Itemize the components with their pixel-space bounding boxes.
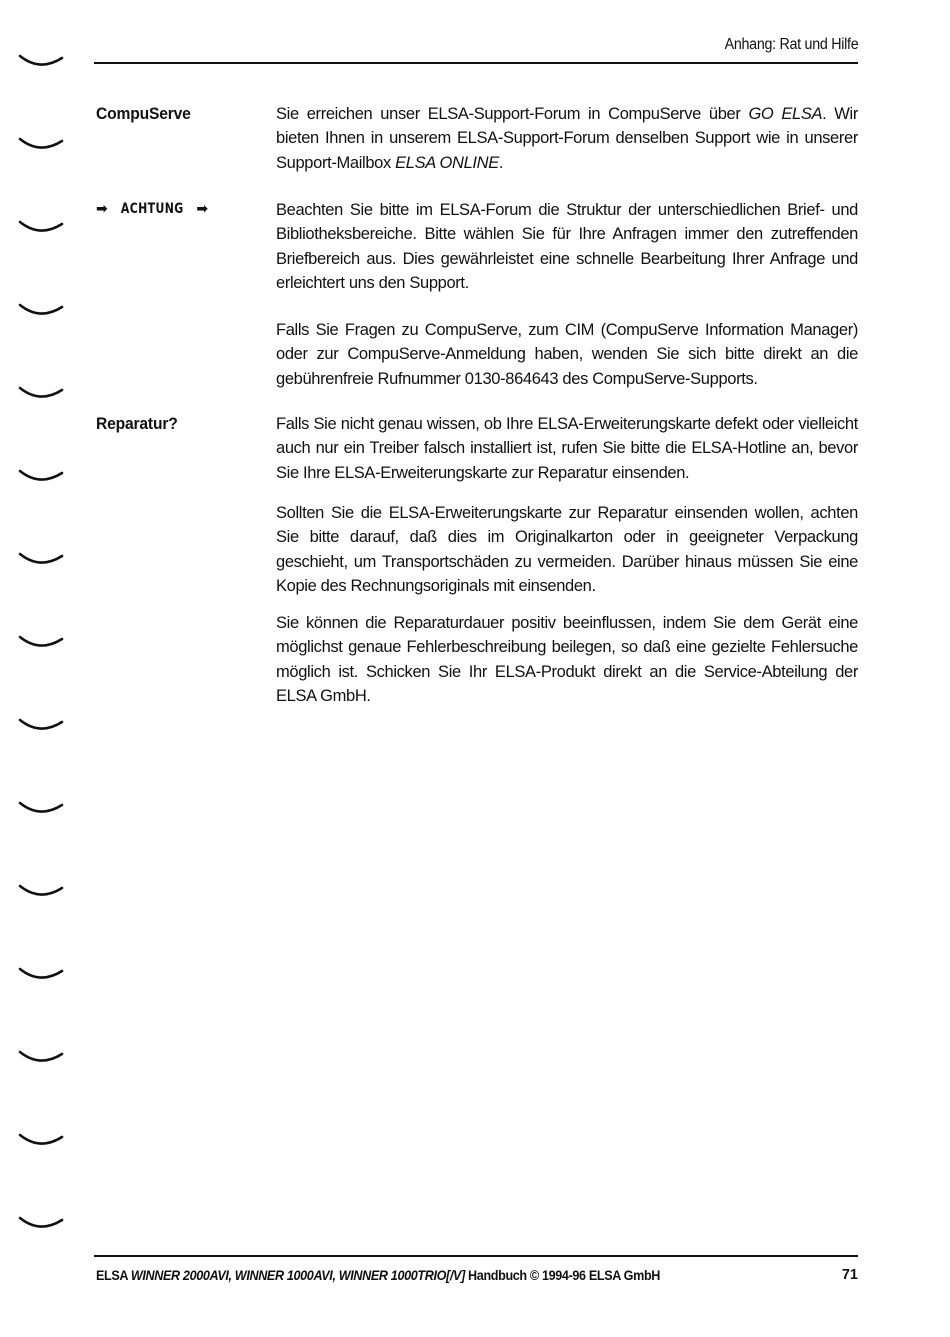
binder-punch-hole-icon — [18, 301, 64, 321]
arrow-right-icon: ➡ — [96, 200, 108, 216]
footer-text: ELSA WINNER 2000AVI, WINNER 1000AVI, WINNER 1000TRIO[/V] Handbuch © 1994-96 ELSA GmbH — [96, 1267, 661, 1283]
binder-punch-hole-icon — [18, 384, 64, 404]
binder-punch-hole-icon — [18, 633, 64, 653]
binder-punch-hole-icon — [18, 799, 64, 819]
binder-punch-hole-icon — [18, 882, 64, 902]
binder-margin — [18, 0, 68, 1337]
binder-punch-hole-icon — [18, 1214, 64, 1234]
side-label-compuserve: CompuServe — [96, 104, 191, 123]
paragraph-warning-forum: Beachten Sie bitte im ELSA-Forum die Struktur der unterschiedlichen Brief- und Bibliotheksbereiche. Bitte wählen Sie für Ihre Anfragen immer den zutreffenden Briefbereich aus. Dies gewährleistet eine schnelle Bearbeitung Ihrer Anfrage und erleichtert uns den Support. — [276, 201, 858, 293]
side-label-repair: Reparatur? — [96, 414, 178, 433]
paragraph-compuserve: Sie erreichen unser ELSA-Support-Forum in CompuServe über GO ELSA. Wir bieten Ihnen in unserem ELSA-Support-Forum denselben Support wie in unserer Support-Mailbox ELSA ONLINE. — [276, 105, 858, 172]
binder-punch-hole-icon — [18, 550, 64, 570]
page-number: 71 — [841, 1267, 858, 1283]
binder-punch-hole-icon — [18, 1048, 64, 1068]
footer-rule — [94, 1255, 858, 1257]
binder-punch-hole-icon — [18, 52, 64, 72]
paragraph-repair-duration: Sie können die Reparaturdauer positiv beeinflussen, indem Sie dem Gerät eine möglichst genaue Fehlerbeschreibung beilegen, so daß eine gezielte Fehlersuche möglich ist. Schicken Sie Ihr ELSA-Produkt direkt an die Service-Abteilung der ELSA GmbH. — [276, 614, 858, 706]
header-rule — [94, 62, 858, 64]
binder-punch-hole-icon — [18, 716, 64, 736]
binder-punch-hole-icon — [18, 218, 64, 238]
warning-word: ACHTUNG — [120, 200, 184, 217]
binder-punch-hole-icon — [18, 965, 64, 985]
paragraph-repair-packaging: Sollten Sie die ELSA-Erweiterungskarte zur Reparatur einsenden wollen, achten Sie bitte darauf, daß dies im Originalkarton oder in geeigneter Verpackung geschieht, um Transportschäden zu vermeiden. Darüber hinaus müssen Sie eine Kopie des Rechnungsoriginals mit einsenden. — [276, 504, 858, 596]
warning-label — [96, 200, 208, 217]
paragraph-warning-compuserve-support: Falls Sie Fragen zu CompuServe, zum CIM (CompuServe Information Manager) oder zur CompuServe-Anmeldung haben, wenden Sie sich bitte direkt an die gebührenfreie Rufnummer 0130-864643 des CompuServe-Supports. — [276, 321, 858, 388]
arrow-right-icon: ➡ — [196, 200, 209, 216]
running-header: Anhang: Rat und Hilfe — [724, 36, 858, 53]
binder-punch-hole-icon — [18, 467, 64, 487]
paragraph-repair-hotline: Falls Sie nicht genau wissen, ob Ihre ELSA-Erweiterungskarte defekt oder vielleicht auch nur ein Treiber falsch installiert ist, rufen Sie bitte die ELSA-Hotline an, bevor Sie Ihre ELSA-Erweiterungskarte zur Reparatur einsenden. — [276, 415, 858, 482]
binder-punch-hole-icon — [18, 135, 64, 155]
binder-punch-hole-icon — [18, 1131, 64, 1151]
